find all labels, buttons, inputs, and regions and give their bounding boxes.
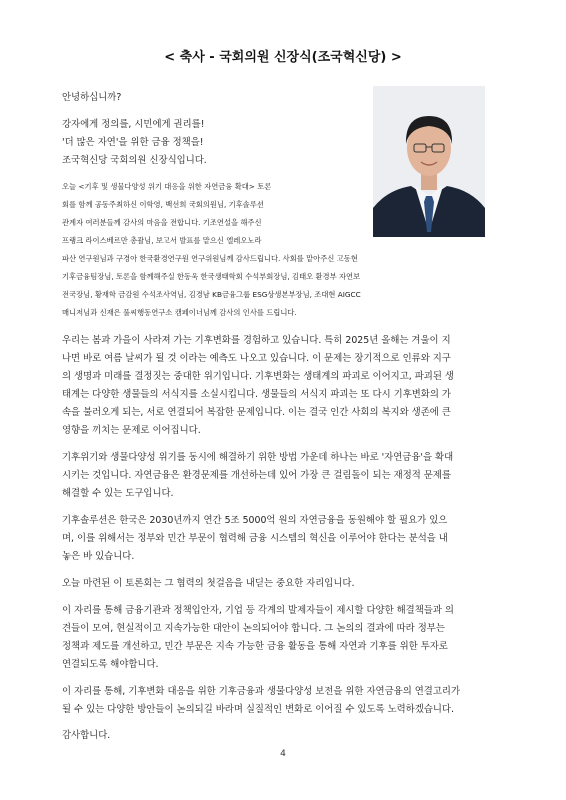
page-number: 4 — [280, 749, 286, 759]
portrait-image — [373, 86, 485, 237]
intro-line: 조국혁신당 국회의원 신장식입니다. — [62, 155, 207, 166]
text-line: 오늘 <기후 및 생물다양성 위기 대응을 위한 자연금융 확대> 토론 — [62, 182, 272, 191]
text-line: 매니저님과 신재은 풀씨행동연구소 캠페이너님께 감사의 인사를 드립니다. — [62, 308, 297, 317]
text-line: 태계는 다양한 생물들의 서식지를 소실시킵니다. 생물들의 서식지 파괴는 또 다시 기후변화의 가 — [62, 389, 451, 400]
text-line: 이 자리를 통해, 기후변화 대응을 위한 기후금융과 생물다양성 보전을 위한 자연금융의 연결고리가 — [62, 686, 461, 697]
intro-block — [62, 116, 207, 170]
paragraph-nature-finance — [62, 449, 453, 503]
paragraph-climate — [62, 332, 454, 440]
closing-text: 감사합니다. — [62, 730, 111, 741]
text-line: 회를 함께 공동주최하신 이학영, 백선희 국회의원님, 기후솔루션 — [62, 200, 264, 209]
text-line: 놓은 바 있습니다. — [62, 551, 135, 562]
text-line: 프랭크 라이스베르만 총괄님, 보고서 발표를 맡으신 엘레오노라 — [62, 236, 262, 245]
text-line: 오늘 마련된 이 토론회는 그 협력의 첫걸음을 내딛는 중요한 자리입니다. — [62, 578, 355, 589]
paragraph-commitment — [62, 683, 460, 719]
text-line: 해결할 수 있는 도구입니다. — [62, 488, 174, 499]
text-line: 기후솔루션은 한국은 2030년까지 연간 5조 5000억 원의 자연금융을 동원해야 할 필요가 있으 — [62, 515, 448, 526]
intro-line: '더 많은 자연'을 위한 금융 정책을! — [62, 137, 204, 148]
text-line: 의 생명과 미래를 결정짓는 중대한 위기입니다. 기후변화는 생태계의 파괴로 이어지고, 파괴된 생 — [62, 371, 454, 382]
paragraph-thanks — [62, 178, 361, 322]
text-line: 파산 연구원님과 구경아 한국환경연구원 연구위원님께 감사드립니다. 사회를 맡아주신 고동현 — [62, 254, 358, 263]
text-line: 기후위기와 생물다양성 위기를 동시에 해결하기 위한 방법 가운데 하나는 바로 '자연금융'을 확대 — [62, 452, 454, 463]
text-line: 전국장님, 황재학 금감원 수석조사역님, 김경남 KB금융그룹 ESG상생본부장님, 조대현 AIGCC — [62, 290, 361, 299]
text-line: 시키는 것입니다. 자연금융은 환경문제를 개선하는데 있어 가장 큰 걸림돌이 되는 재정적 문제를 — [62, 470, 451, 481]
text-line: 나면 바로 여름 날씨가 될 것 이라는 예측도 나오고 있습니다. 이 문제는 장기적으로 인류와 지구 — [62, 353, 451, 364]
greeting-text: 안녕하십니까? — [62, 92, 122, 103]
text-line: 될 수 있는 다양한 방안들이 논의되길 바라며 실질적인 변화로 이어질 수 있도록 노력하겠습니다. — [62, 704, 454, 715]
paragraph-first-step — [62, 575, 354, 593]
portrait-photo — [373, 86, 485, 237]
text-line: 기후금융팀장님, 토론을 함께해주실 한동욱 한국생태학회 수석부회장님, 김태오 환경부 자연보 — [62, 272, 361, 281]
text-line: 우리는 봄과 가을이 사라져 가는 기후변화를 경험하고 있습니다. 특히 2025년 올해는 겨울이 지 — [62, 335, 451, 346]
text-line: 이 자리를 통해 금융기관과 정책입안자, 기업 등 각계의 발제자들이 제시할 다양한 해결책들과 의 — [62, 605, 454, 616]
page-title: < 축사 - 국회의원 신장식(조국혁신당) > — [164, 50, 402, 65]
paragraph-solutions — [62, 602, 454, 674]
text-line: 견들이 모여, 현실적이고 지속가능한 대안이 논의되어야 합니다. 그 논의의 결과에 따라 정부는 — [62, 623, 445, 634]
text-line: 관계자 여러분들께 감사의 마음을 전합니다. 기조연설을 해주신 — [62, 218, 262, 227]
text-line: 며, 이를 위해서는 정부와 민간 부문이 협력해 금융 시스템의 혁신을 이루어야 한다는 분석을 내 — [62, 533, 448, 544]
text-line: 연결되도록 해야합니다. — [62, 659, 159, 670]
text-line: 정책과 제도를 개선하고, 민간 부문은 지속 가능한 금융 활동을 통해 자연과 기후를 위한 투자로 — [62, 641, 448, 652]
intro-line: 강자에게 정의를, 시민에게 권리를! — [62, 119, 205, 130]
text-line: 영향을 끼치는 문제로 이어집니다. — [62, 425, 201, 436]
text-line: 속을 불러오게 되는, 서로 연결되어 복잡한 문제입니다. 이는 결국 인간 사회의 복지와 생존에 큰 — [62, 407, 451, 418]
paragraph-analysis — [62, 512, 448, 566]
